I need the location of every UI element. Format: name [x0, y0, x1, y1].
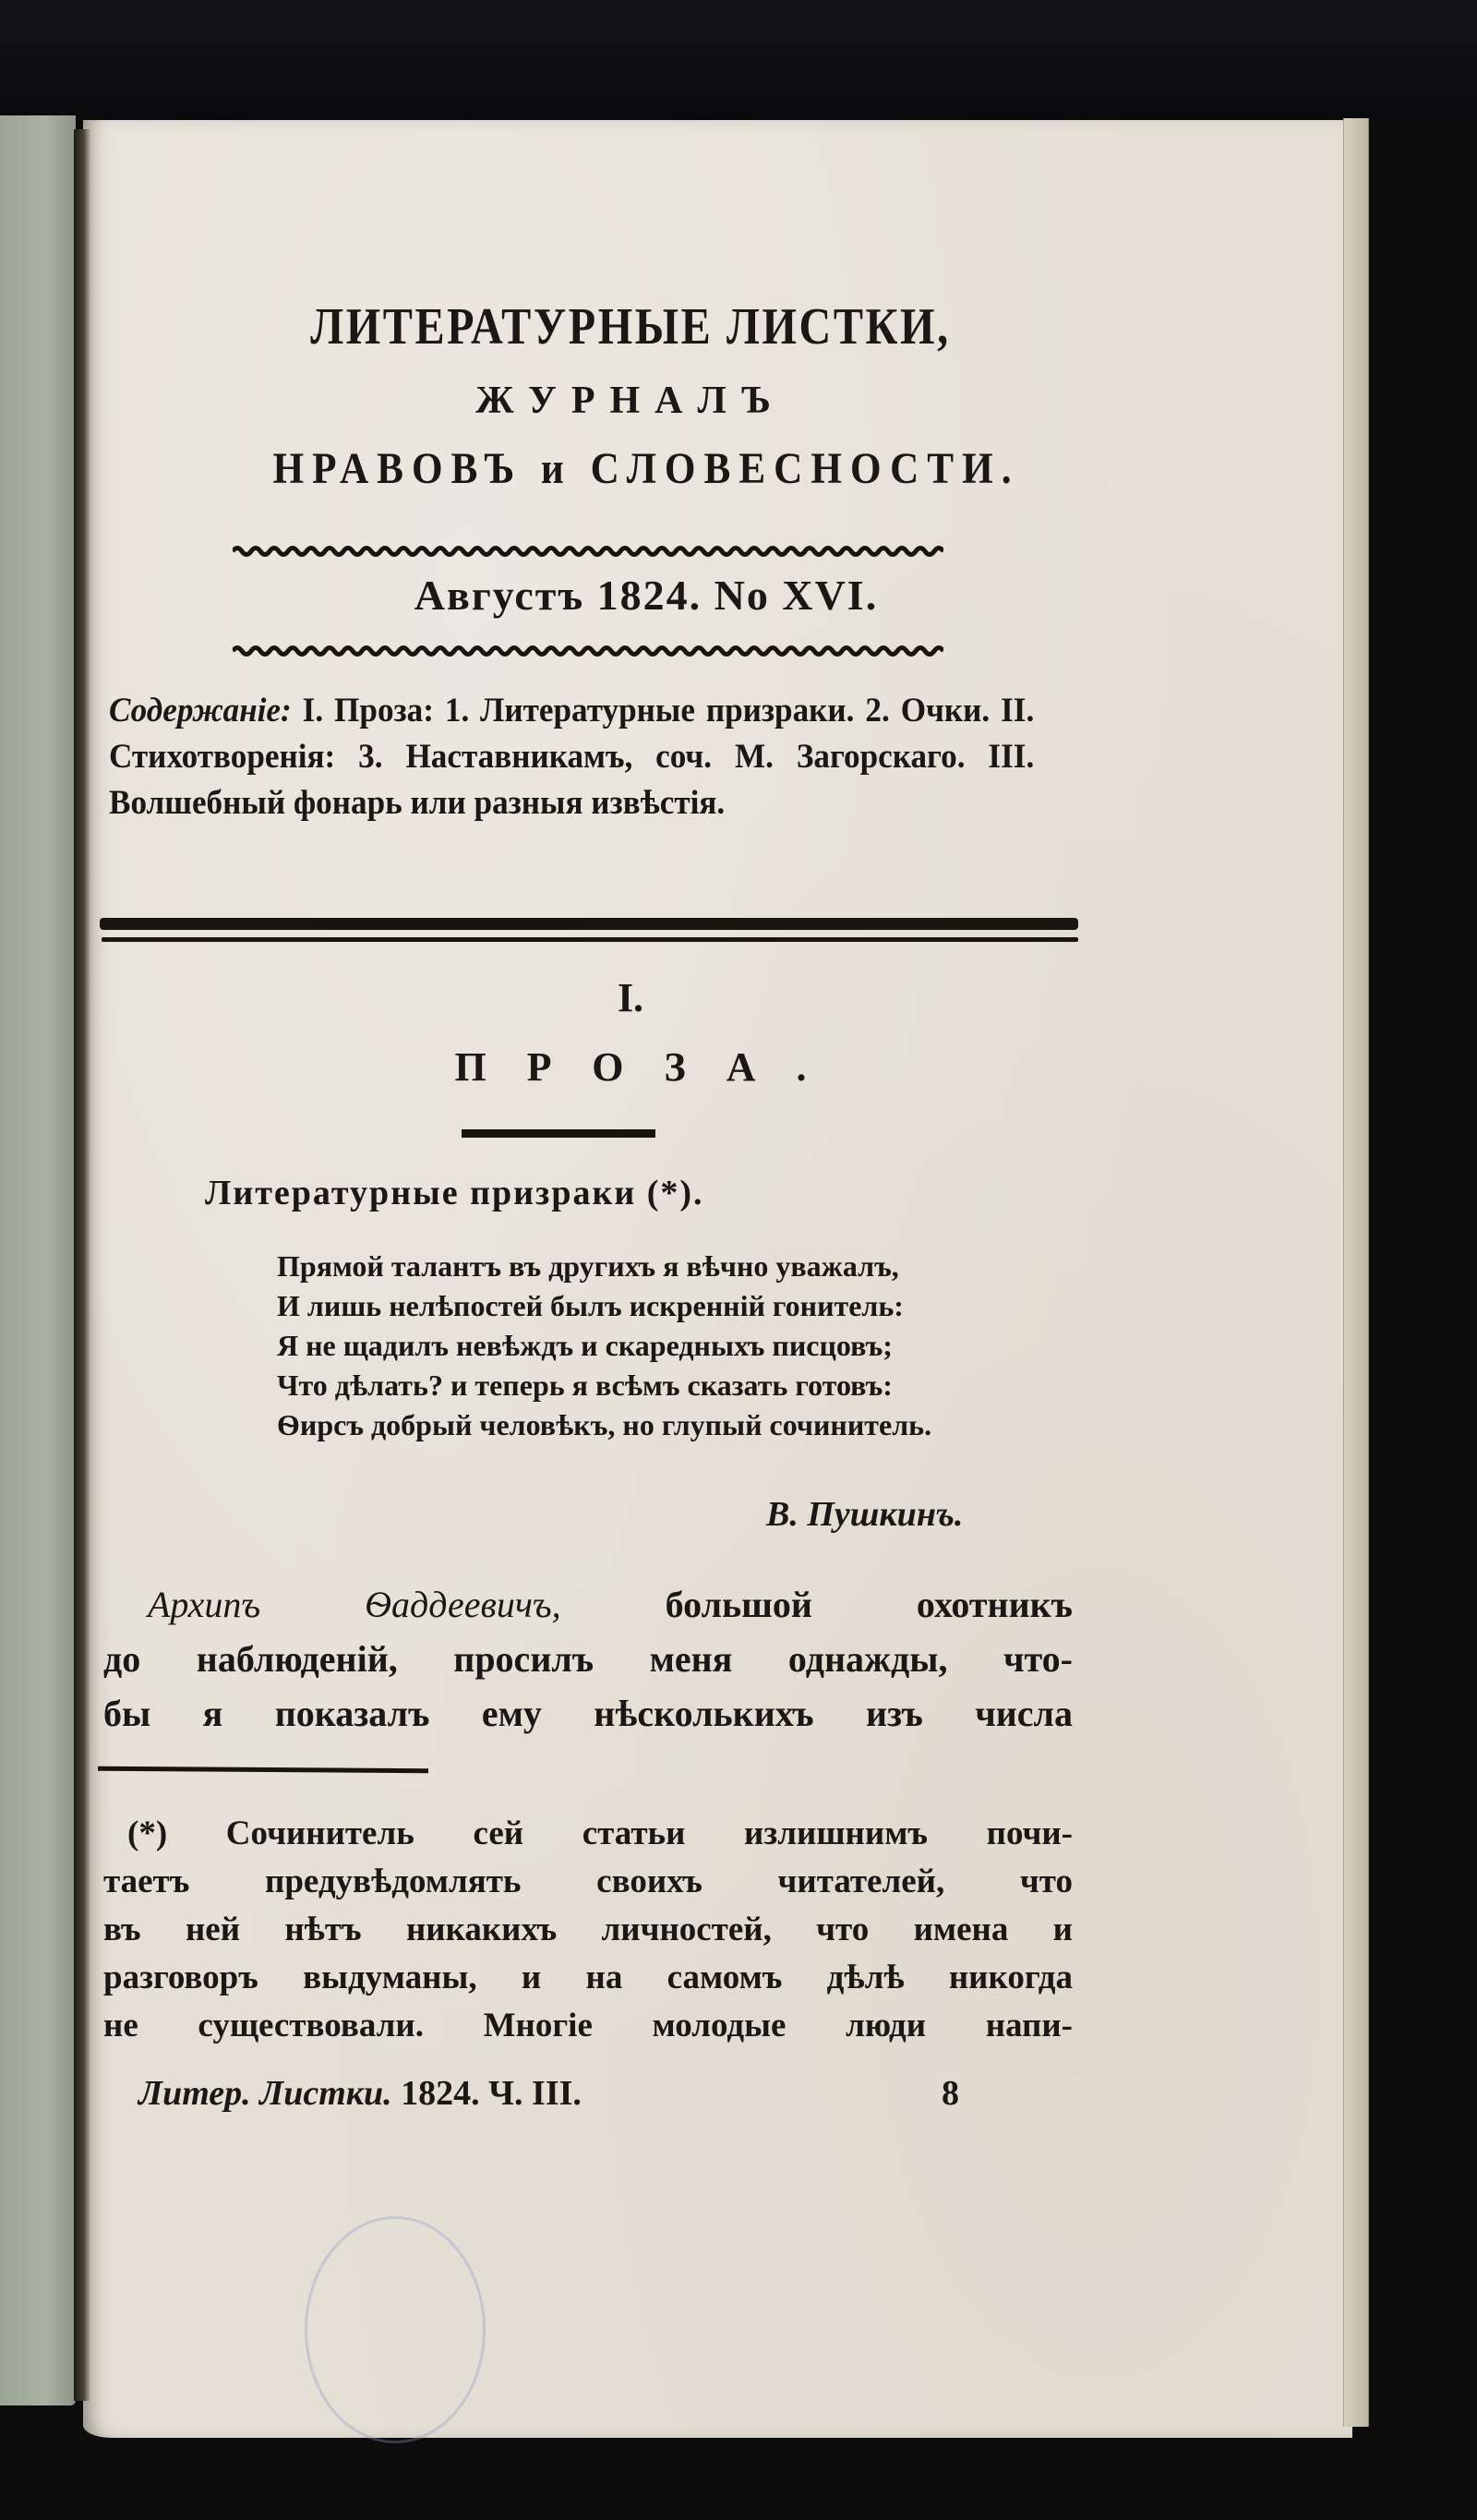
- signature-journal: Литер. Листки.: [138, 2074, 392, 2113]
- footnote-rule: [98, 1766, 428, 1773]
- footnote-line: разговоръ выдуманы, и на самомъ дѣлѣ никогда: [103, 1959, 1073, 1996]
- article-body: [103, 1577, 1073, 1741]
- table-of-contents: [109, 688, 1034, 826]
- section-number: I.: [617, 975, 644, 1020]
- body-line-rest: большой охотникъ: [665, 1584, 1073, 1625]
- character-name: Архипъ Ѳаддеевичъ,: [148, 1584, 561, 1625]
- signature-part: Ч. III.: [488, 2074, 582, 2113]
- section-title: ПРОЗА.: [454, 1044, 847, 1090]
- footnote: [103, 1810, 1073, 2050]
- footnote-line: въ ней нѣтъ никакихъ личностей, что имена и: [103, 1911, 1073, 1948]
- wavy-rule-top: [233, 545, 943, 558]
- body-line: до наблюденій, просилъ меня однажды, что-: [103, 1638, 1073, 1680]
- body-line: [103, 1577, 1073, 1632]
- wavy-rule-bottom: [233, 645, 943, 657]
- epigraph-line: Я не щадилъ невѣждъ и скаредныхъ писцовъ;: [277, 1329, 893, 1362]
- printer-signature: [138, 2073, 969, 2114]
- epigraph-line: Прямой талантъ въ другихъ я вѣчно уважалъ,: [277, 1249, 899, 1283]
- epigraph-line: И лишь нелѣпостей былъ искренній гонитель:: [277, 1289, 904, 1322]
- epigraph: [277, 1247, 1071, 1445]
- double-rule-thick: [100, 918, 1078, 930]
- section-rule: [462, 1129, 655, 1138]
- epigraph-line: Что дѣлать? и теперь я всѣмъ сказать готовъ:: [277, 1369, 893, 1402]
- double-rule-thin: [102, 937, 1078, 942]
- journal-subtitle-line2: НРАВОВЪ и СЛОВЕСНОСТИ.: [272, 444, 1020, 493]
- epigraph-line: Ѳирсъ добрый человѣкъ, но глупый сочинитель.: [277, 1408, 932, 1441]
- body-line: бы я показалъ ему нѣсколькихъ изъ числа: [103, 1693, 1073, 1734]
- issue-date-number: Августъ 1824. No XVI.: [414, 572, 879, 619]
- signature-year: 1824.: [401, 2074, 480, 2113]
- footnote-line: таетъ предувѣдомлять своихъ читателей, что: [103, 1863, 1073, 1900]
- sheet-mark: 8: [942, 2074, 959, 2113]
- journal-subtitle: ЖУРНАЛЪ: [475, 380, 786, 422]
- footnote-line: не существовали. Многіе молодые люди напи-: [103, 2007, 1073, 2044]
- article-title: Литературные призраки (*).: [205, 1174, 704, 1212]
- journal-title: ЛИТЕРАТУРНЫЕ ЛИСТКИ,: [310, 298, 951, 356]
- epigraph-author: В. Пушкинъ.: [766, 1495, 964, 1534]
- toc-text: I. Проза: 1. Литературные призраки. 2. Очки. II. Стихотворенія: 3. Наставникамъ, соч. М. Загорскаго. III. Волшебный фонарь или разныя извѣстія.: [109, 692, 1035, 822]
- toc-label: Содержаніе:: [109, 692, 292, 729]
- footnote-line: (*) Сочинитель сей статьи излишнимъ почи-: [127, 1815, 1073, 1852]
